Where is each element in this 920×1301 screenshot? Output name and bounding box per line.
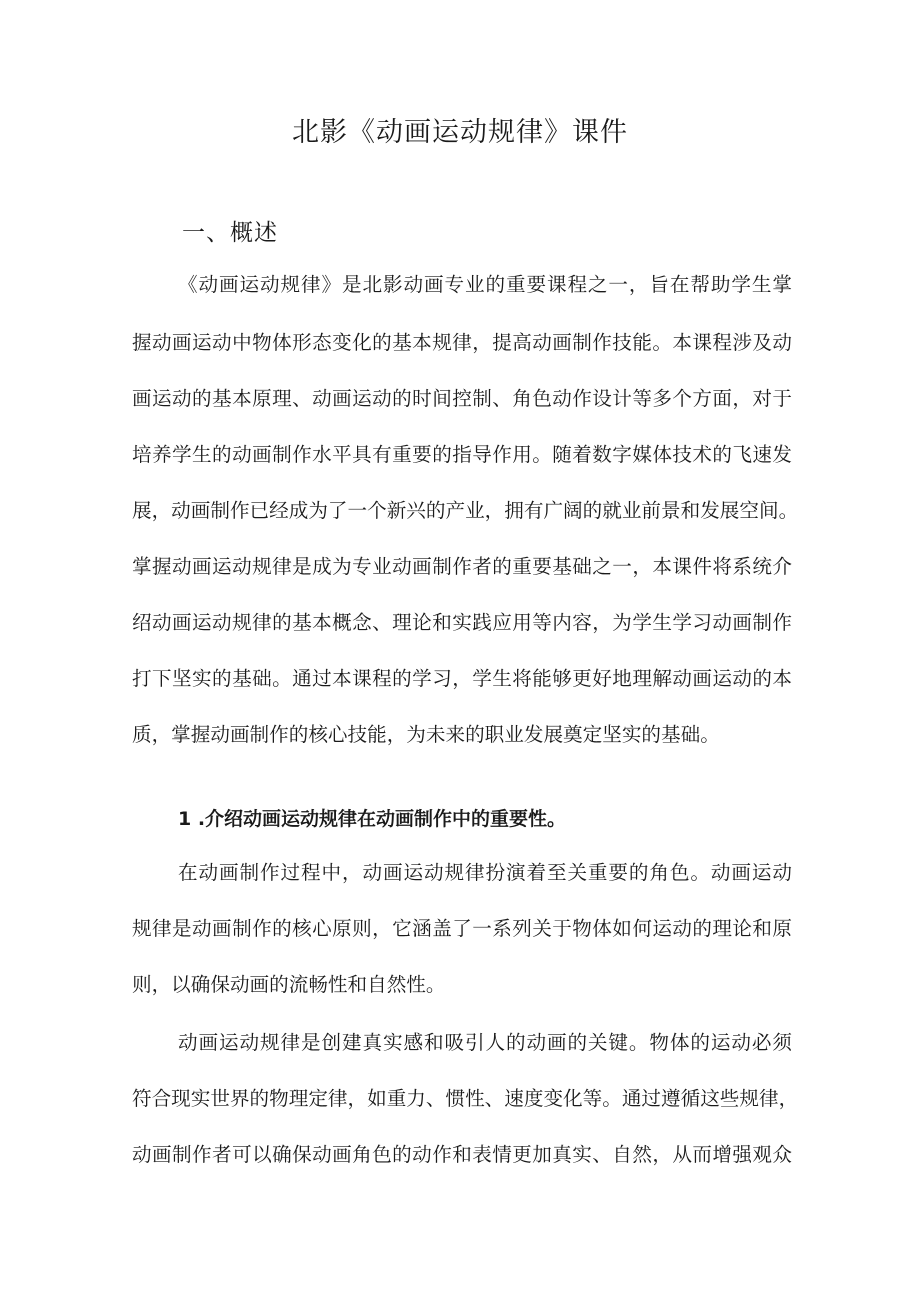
subsection-heading-importance: 1 .介绍动画运动规律在动画制作中的重要性。: [178, 808, 567, 830]
paragraph-line: 培养学生的动画制作水平具有重要的指导作用。随着数字媒体技术的飞速发: [132, 443, 792, 466]
paragraph-line: 动画制作者可以确保动画角色的动作和表情更加真实、自然，从而增强观众: [132, 1143, 792, 1166]
paragraph-line: 掌握动画运动规律是成为专业动画制作者的重要基础之一，本课件将系统介: [132, 555, 792, 578]
paragraph-line: 打下坚实的基础。通过本课程的学习，学生将能够更好地理解动画运动的本: [132, 667, 792, 690]
paragraph-line: 则，以确保动画的流畅性和自然性。: [132, 973, 446, 996]
paragraph-line: 绍动画运动规律的基本概念、理论和实践应用等内容，为学生学习动画制作: [132, 611, 792, 634]
section-heading-overview: 一、概述: [182, 220, 278, 246]
paragraph-line: 在动画制作过程中，动画运动规律扮演着至关重要的角色。动画运动: [178, 861, 792, 884]
paragraph-line: 握动画运动中物体形态变化的基本规律，提高动画制作技能。本课程涉及动: [132, 331, 792, 354]
paragraph-line: 符合现实世界的物理定律，如重力、惯性、速度变化等。通过遵循这些规律，: [132, 1087, 799, 1110]
paragraph-line: 动画运动规律是创建真实感和吸引人的动画的关键。物体的运动必须: [178, 1031, 792, 1054]
document-title: 北影《动画运动规律》课件: [292, 117, 628, 148]
paragraph-line: 画运动的基本原理、动画运动的时间控制、角色动作设计等多个方面，对于: [132, 387, 792, 410]
paragraph-line: 展，动画制作已经成为了一个新兴的产业，拥有广阔的就业前景和发展空间。: [132, 499, 799, 522]
paragraph-line: 《动画运动规律》是北影动画专业的重要课程之一，旨在帮助学生掌: [178, 273, 792, 296]
paragraph-line: 质，掌握动画制作的核心技能，为未来的职业发展奠定坚实的基础。: [132, 723, 720, 746]
paragraph-line: 规律是动画制作的核心原则，它涵盖了一系列关于物体如何运动的理论和原: [132, 917, 792, 940]
